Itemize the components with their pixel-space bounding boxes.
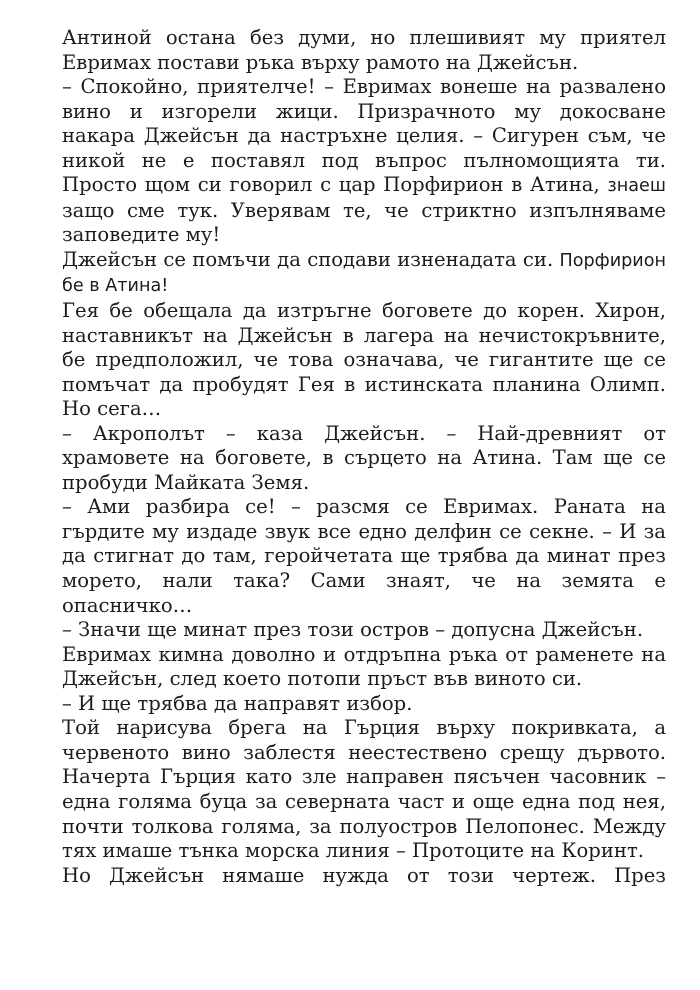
paragraph-6-text: – Ами разбира се! – разсмя се Евримах. Раната на гърдите му издаде звук все едно делфин се секне. – И за да стигнат до там, геройчетата ще трябва да минат през морето, нали така? Сами знаят, че на земята е опасничко… — [62, 495, 666, 617]
paragraph-7 — [62, 618, 666, 643]
paragraph-10 — [62, 716, 666, 863]
paragraph-9 — [62, 692, 666, 717]
paragraph-3-emphasis: Порфирион бе в Атина! — [62, 250, 666, 297]
paragraph-4 — [62, 299, 666, 422]
paragraph-11-text: Но Джейсън нямаше нужда от този чертеж. През — [62, 863, 666, 887]
paragraph-7-text: – Значи ще минат през този остров – допусна Джейсън. — [62, 618, 644, 642]
paragraph-3 — [62, 248, 666, 299]
paragraph-11 — [62, 864, 666, 889]
paragraph-4-text: Гея бе обещала да изтръгне боговете до корен. Хирон, наставникът на Джейсън в лагера на нечистокръвните, бе предположил, че това означава, че гигантите ще се помъчат да пробудят Гея в истинската планина Олимп. Но сега… — [62, 299, 666, 421]
paragraph-8 — [62, 643, 666, 692]
paragraph-1-text: Антиной остана без думи, но плешивият му приятел Евримах постави ръка върху рамото на Джейсън. — [62, 26, 666, 74]
paragraph-10-text: Той нарисува брега на Гърция върху покривката, а червеното вино заблестя неестествено срещу дървото. Начерта Гърция като зле направен пясъчен часовник – една голяма буца за северната част и още една под нея, почти толкова голяма, за полуостров Пелопонес. Между тях имаше тънка морска линия – Протоците на Коринт. — [62, 716, 666, 863]
paragraph-2-text-b: защо сме тук. Уверявам те, че стриктно изпълняваме заповедите му! — [62, 198, 666, 247]
paragraph-2 — [62, 75, 666, 248]
paragraph-2-text-a: – Спокойно, приятелче! – Евримах вонеше на развалено вино и изгорели жици. Призрачното му докосване накара Джейсън да настръхне целия. – Сигурен съм, че никой не е поставял под въпрос пълномощията ти. Просто щом си говорил с цар Порфирион в Атина, — [62, 75, 666, 197]
paragraph-9-text: – И ще трябва да направят избор. — [62, 691, 413, 715]
book-page — [62, 26, 666, 888]
paragraph-2-emphasis: знаеш — [607, 176, 666, 197]
paragraph-1 — [62, 26, 666, 75]
paragraph-5 — [62, 422, 666, 496]
paragraph-8-text: Евримах кимна доволно и отдръпна ръка от раменете на Джейсън, след което потопи пръст във виното си. — [62, 642, 666, 691]
paragraph-6 — [62, 495, 666, 618]
paragraph-5-text: – Акрополът – каза Джейсън. – Най-древният от храмовете на боговете, в сърцето на Атина. Там ще се пробуди Майката Земя. — [62, 421, 666, 494]
paragraph-3-text: Джейсън се помъчи да сподави изненадата си. — [62, 247, 560, 271]
